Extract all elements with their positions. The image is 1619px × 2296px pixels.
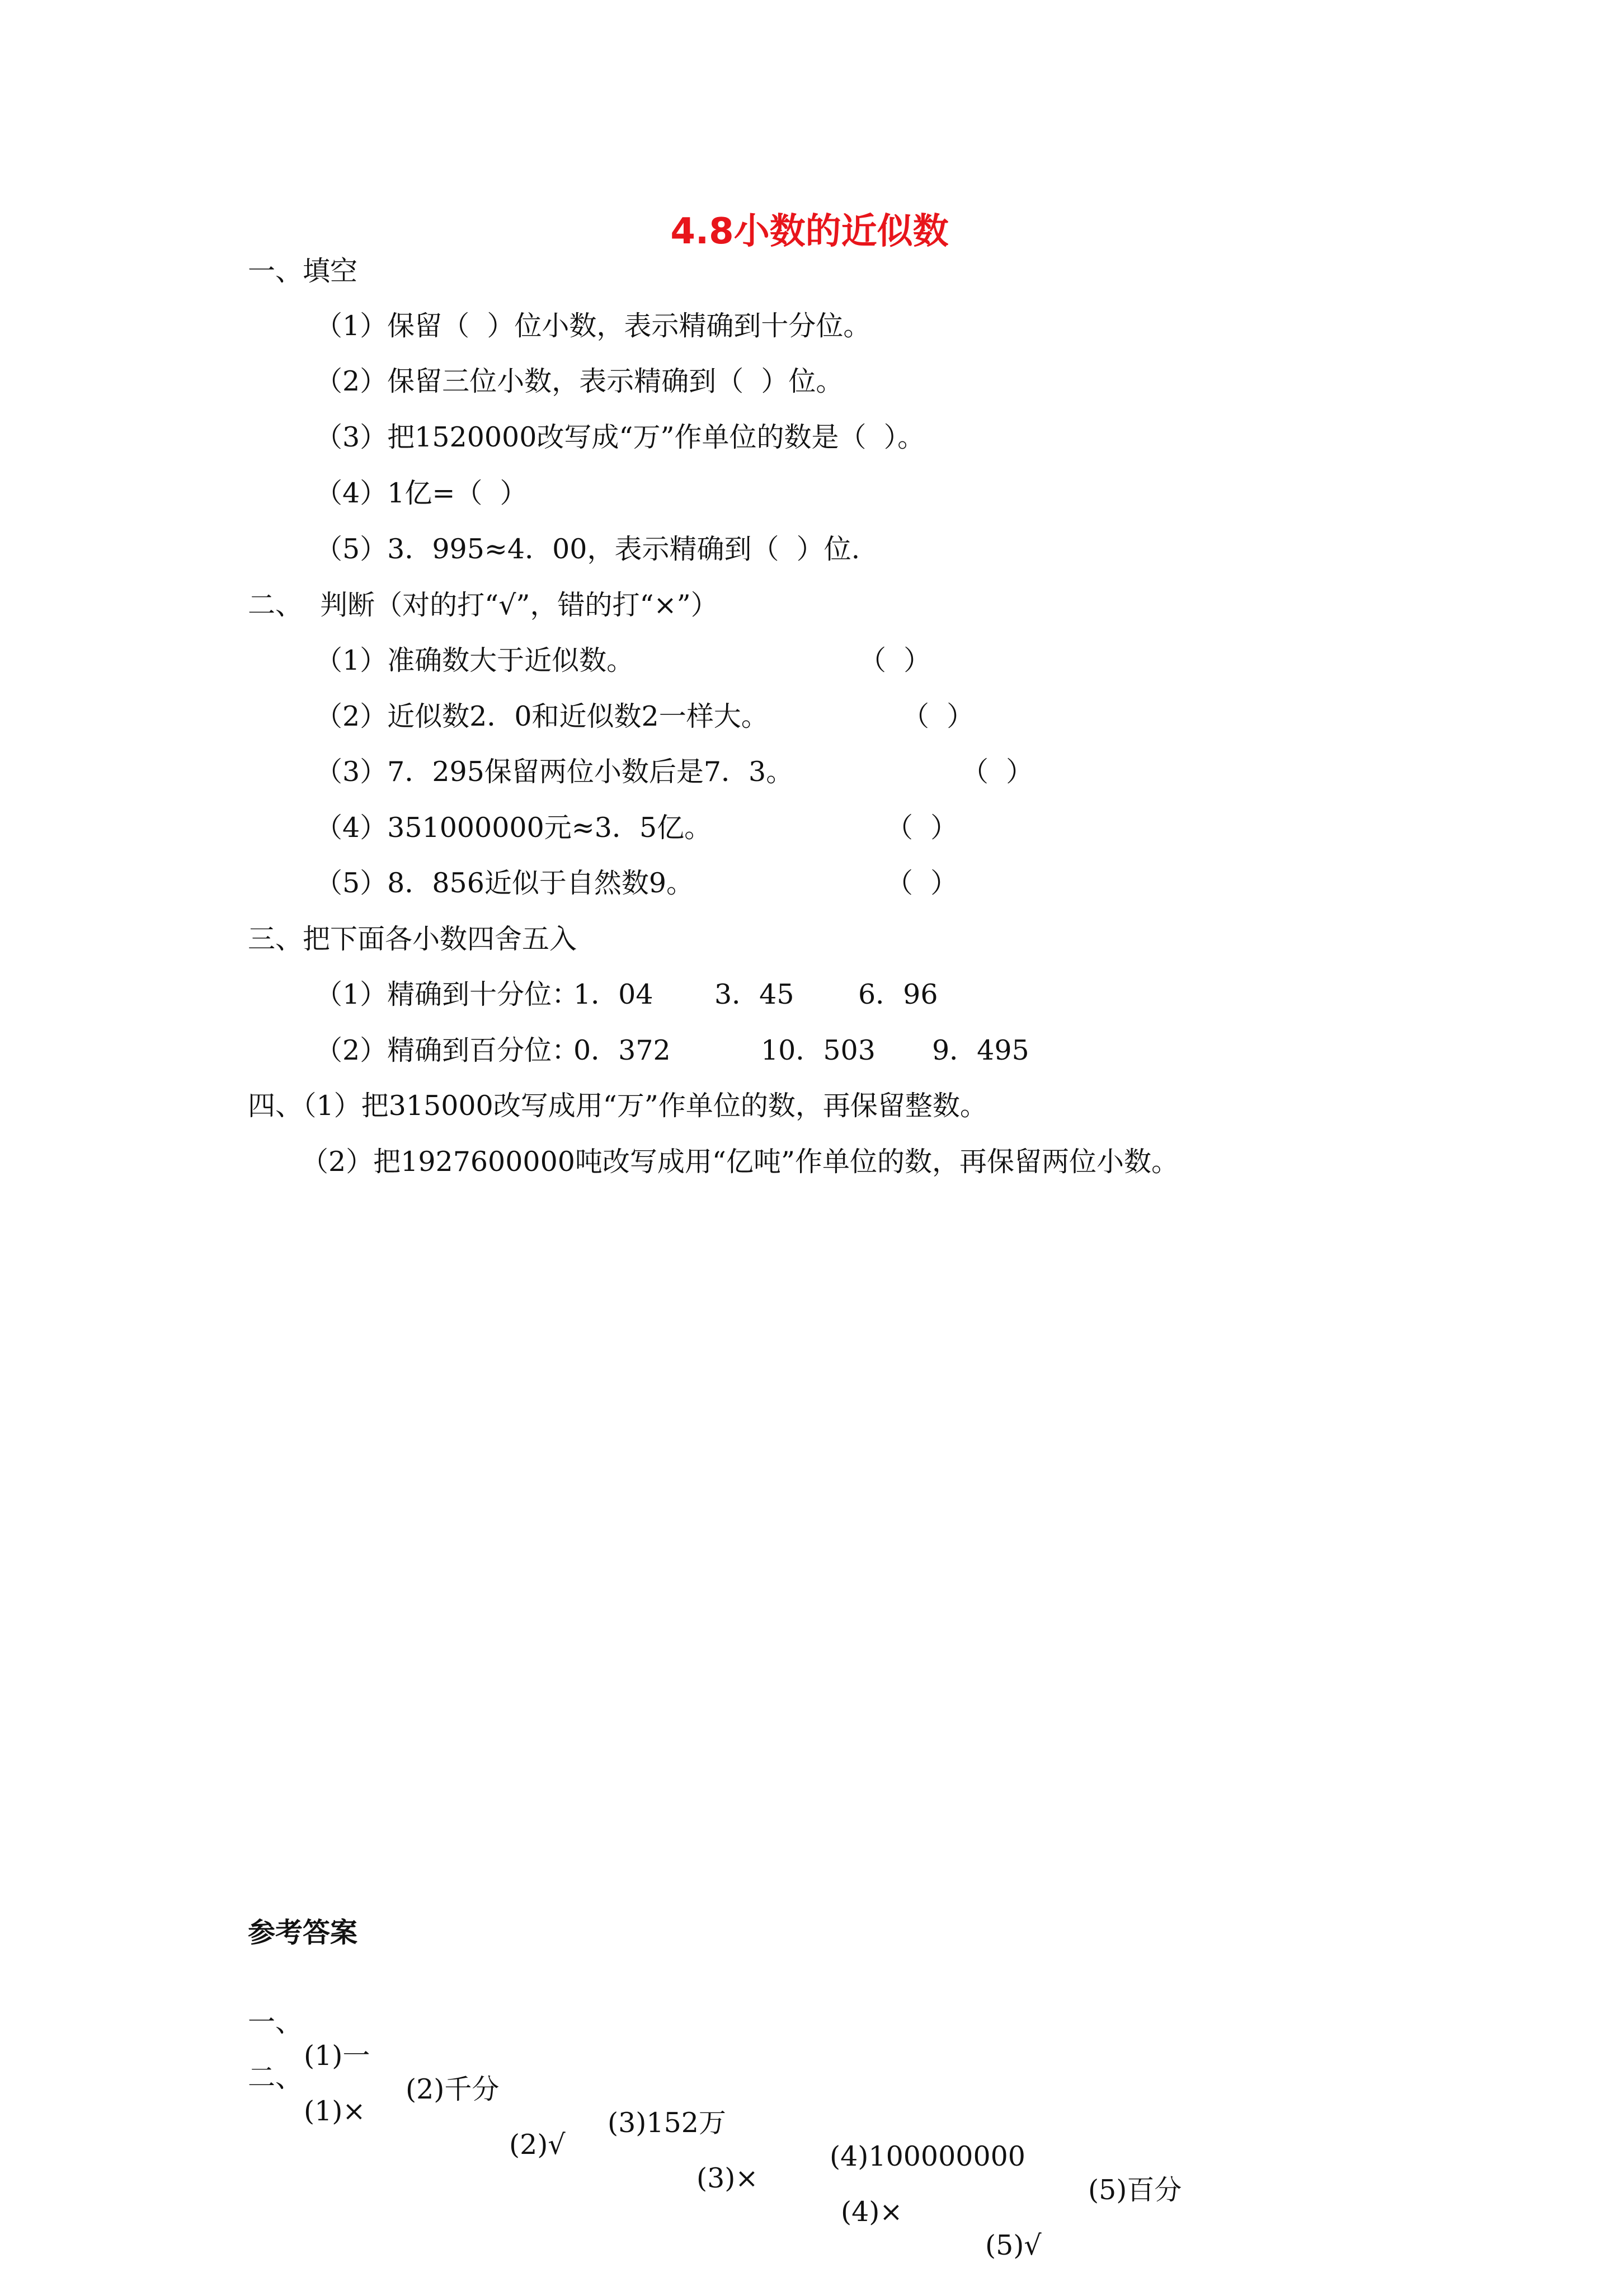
answer-2-4: (4)× bbox=[841, 2196, 903, 2228]
judge-item-4: （4）351000000元≈3．5亿。 bbox=[315, 812, 712, 844]
answer-1-4: (4)100000000 bbox=[830, 2140, 1025, 2172]
section1-heading: 一、填空 bbox=[248, 255, 358, 287]
round-label-2: （2）精确到百分位： bbox=[315, 1034, 580, 1066]
section1-item-2: （2）保留三位小数，表示精确到（ ）位。 bbox=[315, 365, 844, 397]
judge-blank-3: （ ） bbox=[961, 756, 1034, 788]
round-value-2b: 10．503 bbox=[761, 1034, 876, 1066]
judge-blank-1: （ ） bbox=[859, 644, 931, 676]
judge-blank-5: （ ） bbox=[886, 867, 958, 899]
answer-2-2: (2)√ bbox=[509, 2129, 566, 2161]
answers-heading: 参考答案 bbox=[248, 1917, 358, 1949]
round-value-1a: 1．04 bbox=[573, 978, 653, 1010]
judge-blank-4: （ ） bbox=[886, 812, 958, 844]
round-value-1c: 6．96 bbox=[858, 978, 938, 1010]
page-title: 4.8小数的近似数 bbox=[670, 211, 949, 252]
judge-blank-2: （ ） bbox=[902, 700, 975, 732]
answer-2-5: (5)√ bbox=[985, 2229, 1042, 2261]
judge-item-5: （5）8．856近似于自然数9。 bbox=[315, 867, 694, 899]
answer-1-5: (5)百分 bbox=[1088, 2174, 1182, 2206]
answers-row1-prefix: 一、 bbox=[248, 2006, 303, 2038]
round-value-1b: 3．45 bbox=[714, 978, 794, 1010]
round-label-1: （1）精确到十分位： bbox=[315, 978, 580, 1010]
section1-item-5: （5）3．995≈4．00，表示精确到（ ）位. bbox=[315, 533, 860, 565]
answers-row2-prefix: 二、 bbox=[248, 2062, 303, 2093]
section1-item-3: （3）把1520000改写成“万”作单位的数是（ ）。 bbox=[315, 421, 925, 453]
round-value-2c: 9．495 bbox=[932, 1034, 1029, 1066]
section4-item-1: 四、（1）把315000改写成用“万”作单位的数，再保留整数。 bbox=[248, 1090, 987, 1122]
answer-1-1: (1)一 bbox=[304, 2040, 370, 2072]
answer-1-3: (3)152万 bbox=[608, 2107, 726, 2139]
judge-item-3: （3）7．295保留两位小数后是7．3。 bbox=[315, 756, 794, 788]
section4-item-2: （2）把1927600000吨改写成用“亿吨”作单位的数，再保留两位小数。 bbox=[301, 1146, 1179, 1178]
section1-item-1: （1）保留（ ）位小数，表示精确到十分位。 bbox=[315, 310, 871, 342]
section1-item-4: （4）1亿=（ ） bbox=[315, 477, 528, 509]
answer-2-3: (3)× bbox=[696, 2162, 759, 2194]
judge-item-2: （2）近似数2．0和近似数2一样大。 bbox=[315, 700, 769, 732]
judge-item-1: （1）准确数大于近似数。 bbox=[315, 644, 634, 676]
round-value-2a: 0．372 bbox=[573, 1034, 671, 1066]
section2-heading: 二、 判断（对的打“√”，错的打“×”） bbox=[248, 589, 718, 621]
section3-heading: 三、把下面各小数四舍五入 bbox=[248, 923, 577, 955]
answer-1-2: (2)千分 bbox=[406, 2073, 500, 2105]
answer-2-1: (1)× bbox=[304, 2095, 366, 2127]
